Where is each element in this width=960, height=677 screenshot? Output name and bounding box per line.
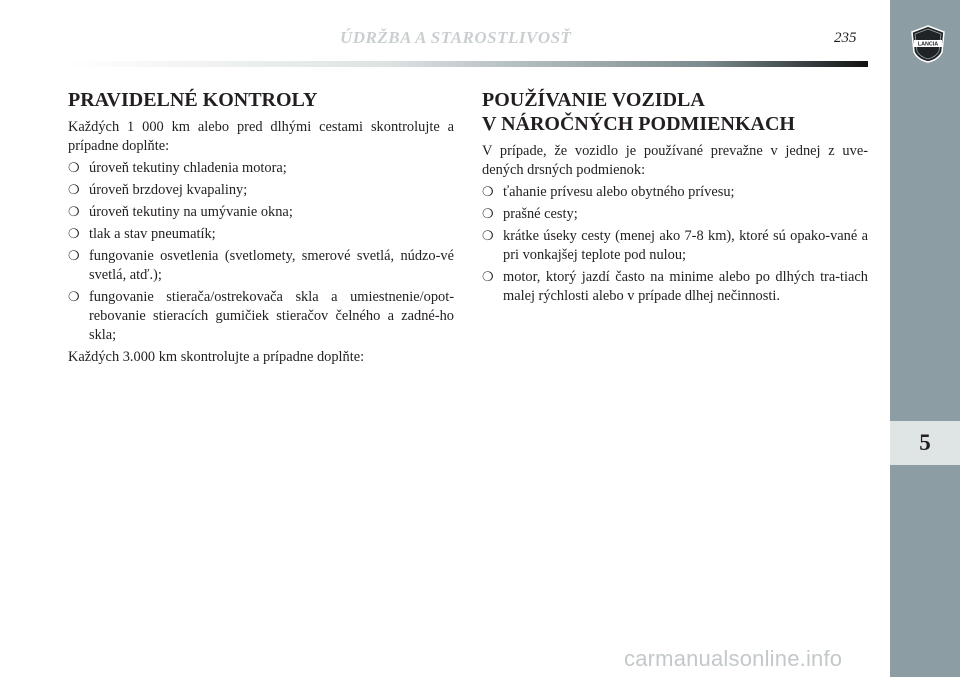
list-item-text: prašné cesty;: [503, 206, 578, 222]
right-column: [482, 88, 868, 309]
severe-conditions-list: [482, 183, 868, 306]
circle-bullet-icon: ❍: [482, 185, 494, 200]
list-item-text: fungovanie stierača/ostrekovača skla a umiestnenie/opot-rebovanie stieracích gumičiek stieračov čelného a zadné-ho skla;: [89, 289, 454, 343]
header-rule: [68, 61, 868, 67]
chapter-sidebar: [890, 0, 960, 677]
section-title-line: V NÁROČNÝCH PODMIENKACH: [482, 113, 795, 135]
circle-bullet-icon: ❍: [68, 227, 80, 242]
list-item-text: úroveň tekutiny chladenia motora;: [89, 160, 287, 176]
list-item: [68, 203, 454, 222]
chapter-number: 5: [919, 430, 931, 455]
lancia-logo-icon: [908, 24, 948, 64]
regular-checks-intro: Každých 1 000 km alebo pred dlhými cestami skontrolujte a prípadne doplňte:: [68, 119, 454, 154]
list-item-text: tlak a stav pneumatík;: [89, 226, 216, 242]
list-item: [482, 268, 868, 306]
circle-bullet-icon: ❍: [68, 290, 80, 305]
circle-bullet-icon: ❍: [68, 249, 80, 264]
circle-bullet-icon: ❍: [68, 161, 80, 176]
list-item: [482, 205, 868, 224]
list-item: [482, 183, 868, 202]
circle-bullet-icon: ❍: [482, 207, 494, 222]
left-column: [68, 88, 454, 370]
section-title-regular-checks: PRAVIDELNÉ KONTROLY: [68, 89, 318, 111]
list-item-text: úroveň tekutiny na umývanie okna;: [89, 204, 293, 220]
list-item: [68, 288, 454, 345]
circle-bullet-icon: ❍: [482, 229, 494, 244]
regular-checks-list: [68, 159, 454, 345]
circle-bullet-icon: ❍: [482, 270, 494, 285]
page-number: 235: [834, 30, 857, 46]
list-item-text: úroveň brzdovej kvapaliny;: [89, 182, 248, 198]
list-item-text: ťahanie prívesu alebo obytného prívesu;: [503, 184, 735, 200]
list-item-text: motor, ktorý jazdí často na minime alebo po dlhých tra-tiach malej rýchlosti alebo v prípade dlhej nečinnosti.: [503, 269, 868, 304]
site-watermark: carmanualsonline.info: [624, 646, 843, 671]
logo-lettering: LANCIA: [917, 41, 939, 48]
list-item: [68, 181, 454, 200]
list-item-text: fungovanie osvetlenia (svetlomety, smerové svetlá, núdzo-vé svetlá, atď.);: [89, 248, 454, 283]
list-item: [68, 159, 454, 178]
circle-bullet-icon: ❍: [68, 205, 80, 220]
chapter-tab[interactable]: [890, 421, 960, 465]
running-head: ÚDRŽBA A STAROSTLIVOSŤ: [340, 28, 572, 47]
regular-checks-outro: Každých 3.000 km skontrolujte a prípadne doplňte:: [68, 349, 365, 365]
section-title-severe-conditions: [482, 88, 868, 136]
list-item: [68, 247, 454, 285]
list-item: [482, 227, 868, 265]
list-item: [68, 225, 454, 244]
severe-conditions-intro: V prípade, že vozidlo je používané prevažne v jednej z uve-dených drsných podmienok:: [482, 143, 868, 178]
circle-bullet-icon: ❍: [68, 183, 80, 198]
section-title-line: POUŽÍVANIE VOZIDLA: [482, 89, 705, 111]
list-item-text: krátke úseky cesty (menej ako 7-8 km), ktoré sú opako-vané a pri vonkajšej teplote pod nulou;: [503, 228, 868, 263]
